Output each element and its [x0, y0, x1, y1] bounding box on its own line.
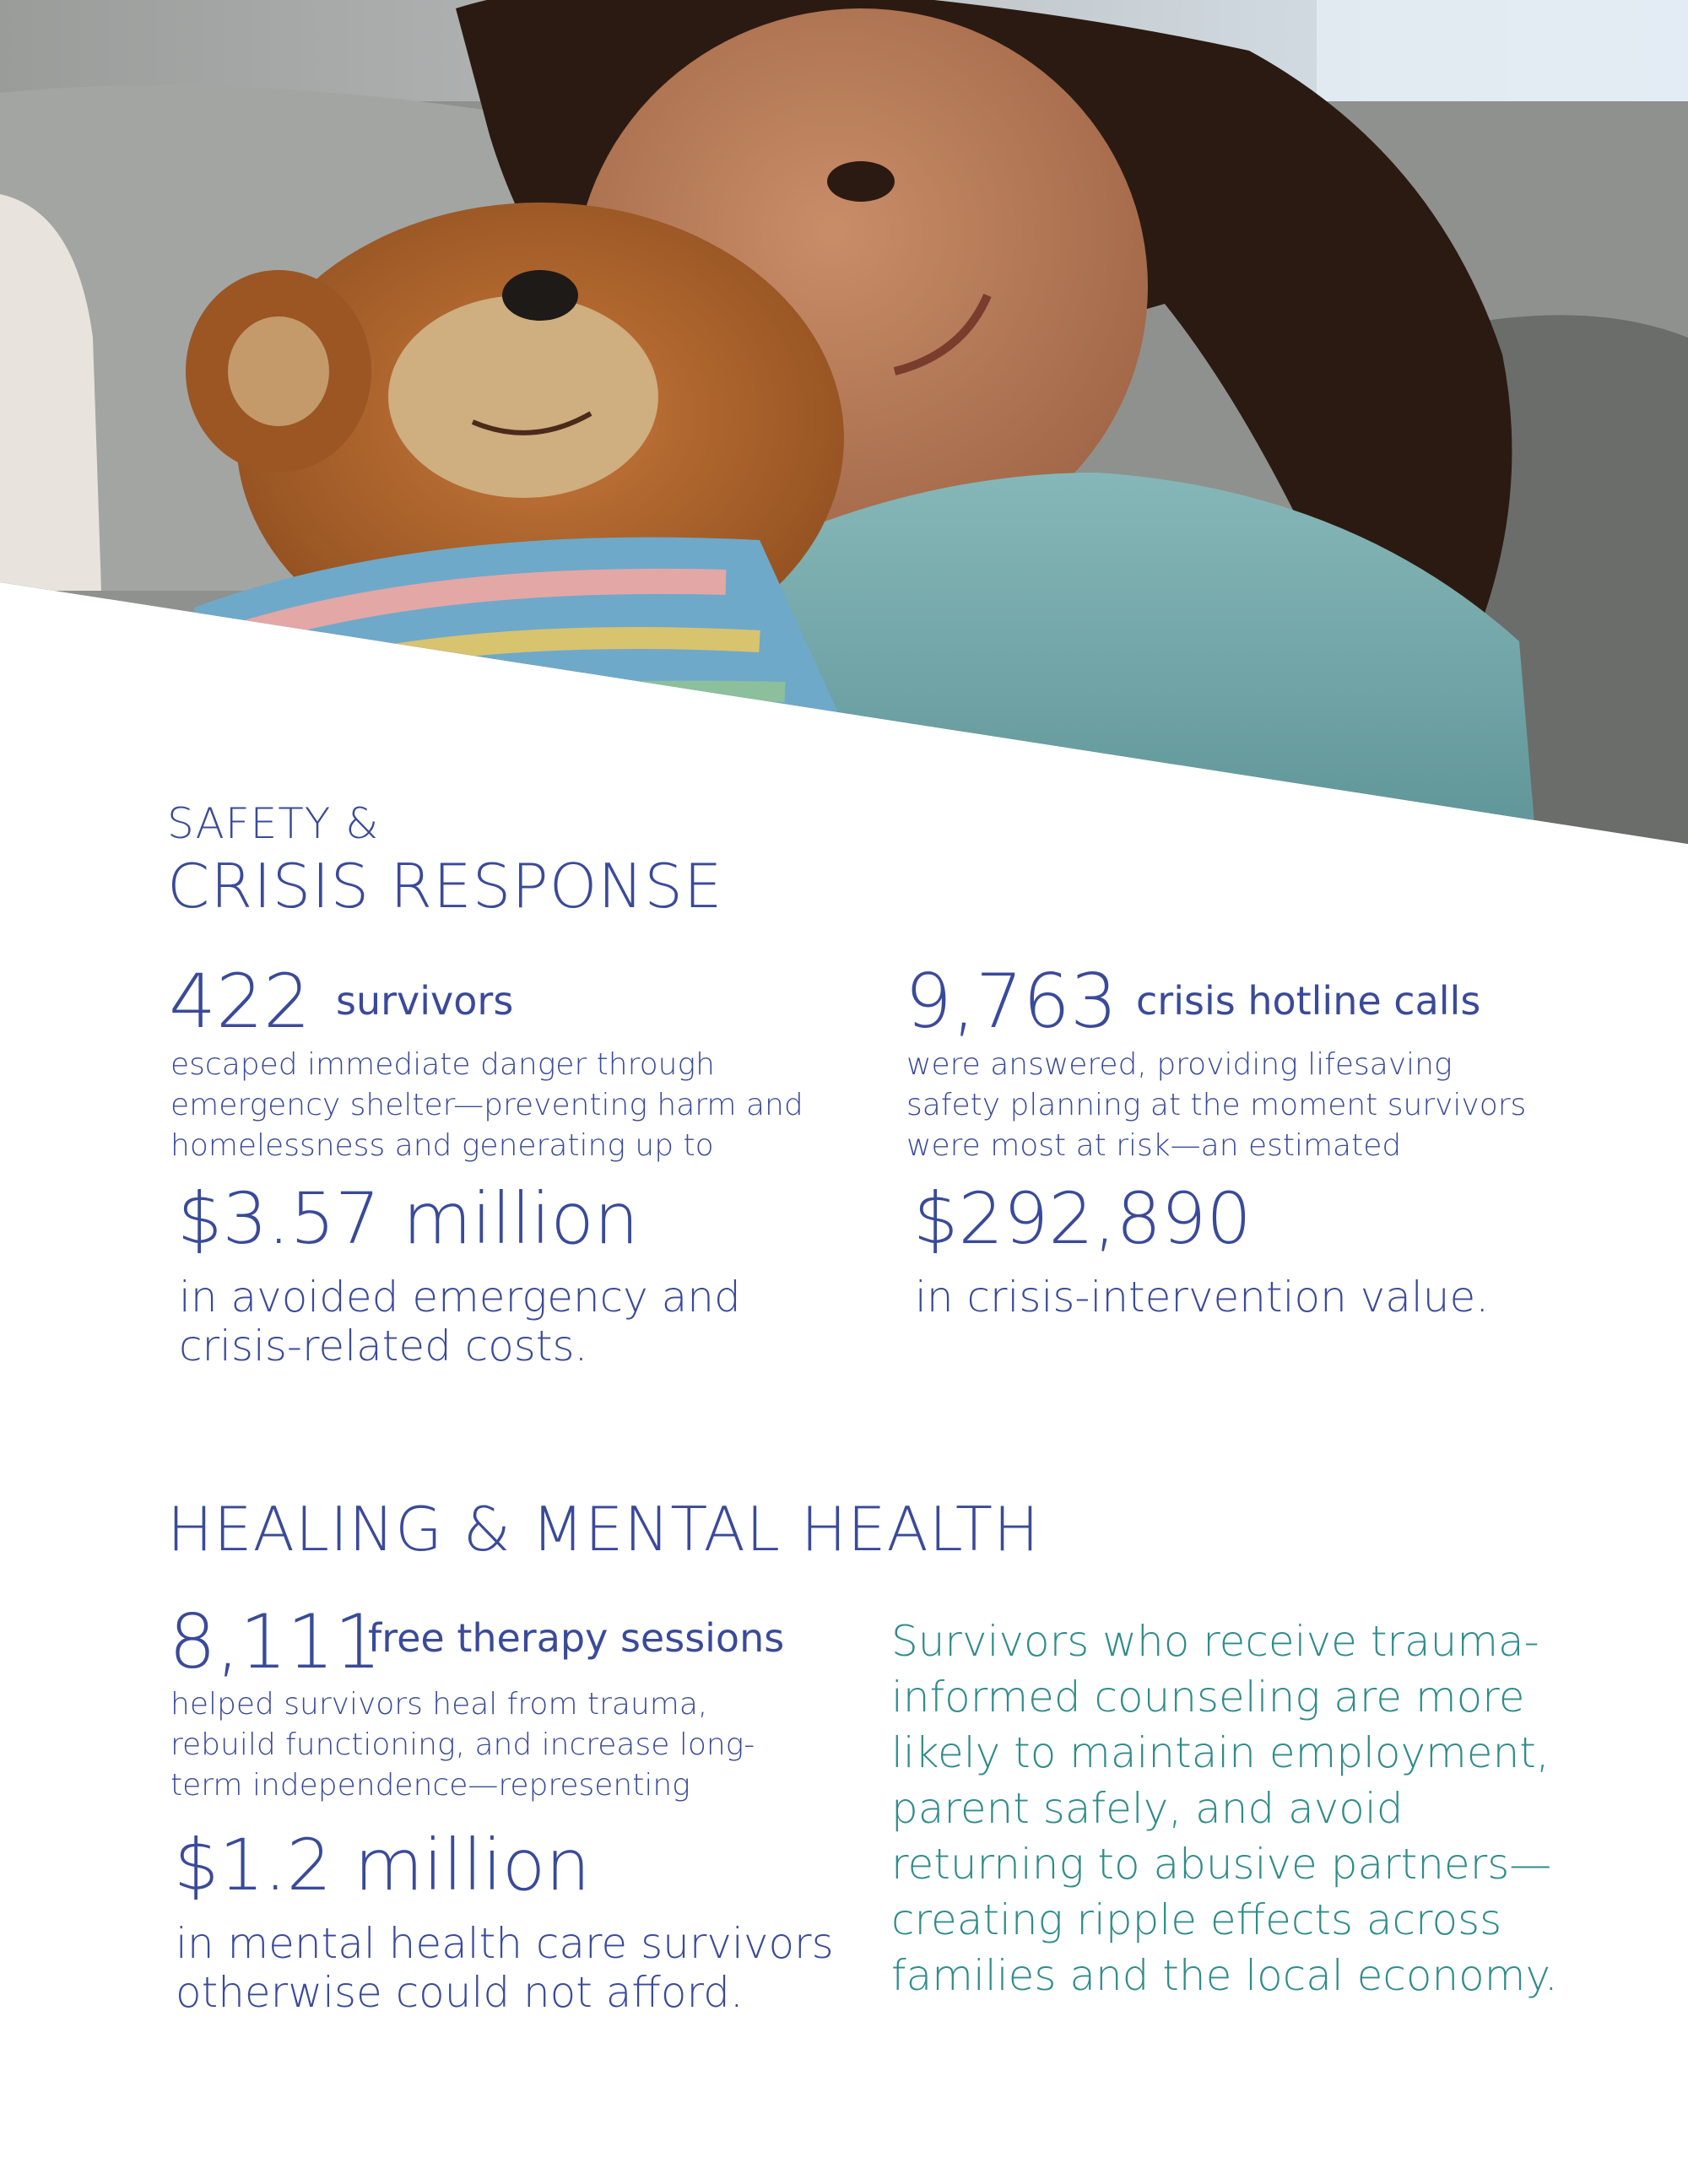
- desc-line: rebuild functioning, and increase long-: [170, 1727, 755, 1762]
- stat-amount-avoided-costs: $3.57 million: [177, 1177, 639, 1260]
- note-line: in avoided emergency and: [179, 1273, 741, 1322]
- section-heading-safety-line2: CRISIS RESPONSE: [167, 851, 723, 922]
- stat-unit-hotline-calls: crisis hotline calls: [1136, 978, 1481, 1024]
- desc-line: were answered, providing lifesaving: [906, 1047, 1453, 1082]
- note-line: crisis-related costs.: [179, 1322, 588, 1370]
- stat-amount-crisis-value: $292,890: [913, 1177, 1252, 1260]
- desc-line: were most at risk—an estimated: [906, 1128, 1402, 1163]
- callout-quote: [891, 1614, 1558, 2003]
- quote-line: families and the local economy.: [891, 1951, 1558, 2000]
- stat-amount-mental-health: $1.2 million: [174, 1824, 591, 1906]
- stat-number-survivors: 422: [169, 958, 311, 1045]
- desc-line: homelessness and generating up to: [170, 1128, 714, 1163]
- stat-description-shelter: [170, 1045, 803, 1166]
- desc-line: term independence—representing: [170, 1768, 690, 1803]
- stat-unit-therapy-sessions: free therapy sessions: [368, 1615, 785, 1661]
- stat-note-mental-health: [176, 1919, 834, 2017]
- quote-line: returning to abusive partners—: [891, 1840, 1552, 1889]
- desc-line: safety planning at the moment survivors: [906, 1088, 1527, 1122]
- desc-line: helped survivors heal from trauma,: [170, 1687, 708, 1722]
- note-line: in mental health care survivors: [176, 1919, 834, 1968]
- section-heading-healing: HEALING & MENTAL HEALTH: [167, 1494, 1041, 1565]
- note-line: in crisis-intervention value.: [915, 1273, 1490, 1322]
- stat-note-avoided-costs: [179, 1273, 741, 1370]
- quote-line: likely to maintain employment,: [891, 1728, 1550, 1777]
- stat-description-therapy: [170, 1684, 755, 1806]
- stat-description-hotline: [906, 1045, 1526, 1166]
- stat-note-crisis-value: [915, 1273, 1489, 1322]
- quote-line: parent safely, and avoid: [891, 1784, 1404, 1833]
- quote-line: Survivors who receive trauma-: [891, 1617, 1539, 1666]
- stat-number-therapy-sessions: 8,111: [169, 1598, 381, 1685]
- note-line: otherwise could not afford.: [176, 1968, 744, 2017]
- section-heading-safety-line1: SAFETY &: [167, 799, 380, 848]
- stat-number-hotline-calls: 9,763: [905, 958, 1117, 1045]
- desc-line: emergency shelter—preventing harm and: [170, 1088, 803, 1122]
- desc-line: escaped immediate danger through: [170, 1047, 715, 1082]
- hero-photo: [0, 0, 1688, 844]
- quote-line: creating ripple effects across: [891, 1895, 1502, 1944]
- quote-line: informed counseling are more: [891, 1673, 1525, 1722]
- stat-unit-survivors: survivors: [336, 978, 514, 1024]
